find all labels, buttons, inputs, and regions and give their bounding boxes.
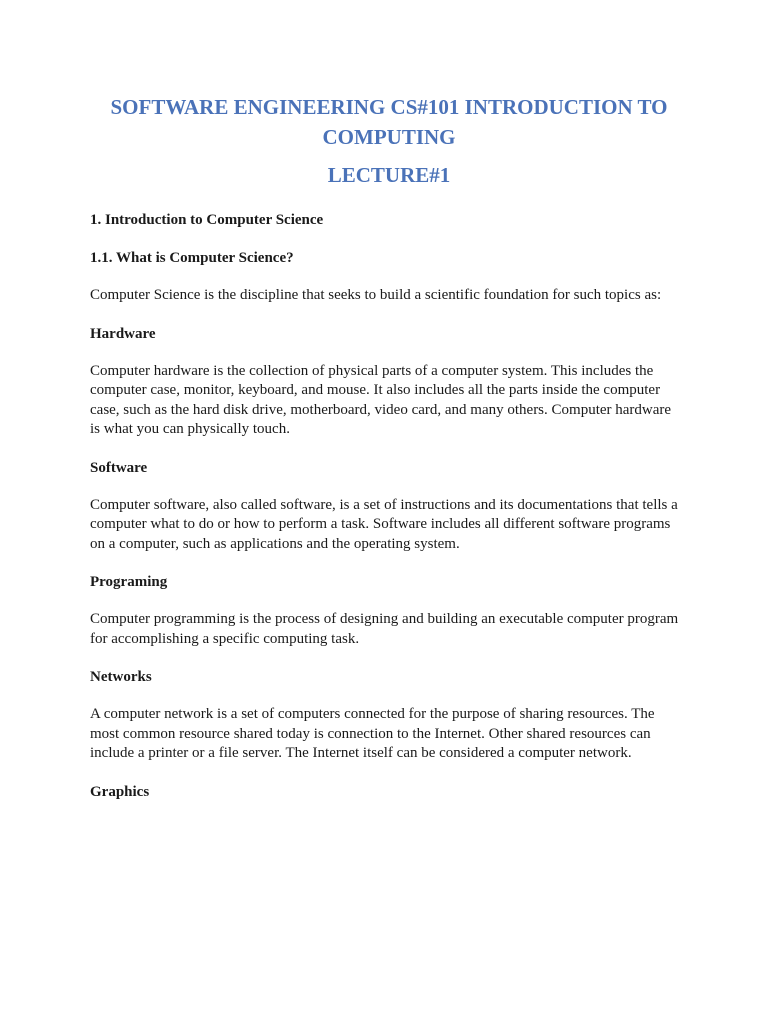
section-heading-graphics: Graphics <box>90 783 150 800</box>
section-body-software: Computer software, also called software, is a set of instructions and its documentations that tells a computer what to do or how to perform a task. Software includes all different software programs on a computer, such as applications and the operating system. <box>90 496 678 552</box>
section-heading-hardware: Hardware <box>90 325 156 342</box>
subsection-heading: 1.1. What is Computer Science? <box>90 250 294 266</box>
section-body-hardware: Computer hardware is the collection of physical parts of a computer system. This includes the computer case, monitor, keyboard, and mouse. It also includes all the parts inside the computer case, such as the hard disk drive, motherboard, video card, and many others. Computer hardware is what you can physically touch. <box>90 362 672 437</box>
section-body-networks: A computer network is a set of computers connected for the purpose of sharing resources. The most common resource shared today is connection to the Internet. Other shared resources can include a printer or a file server. The Internet itself can be considered a computer network. <box>90 706 655 761</box>
lecture-number: LECTURE#1 <box>327 163 451 187</box>
document-title: SOFTWARE ENGINEERING CS#101 INTRODUCTION TO COMPUTING <box>110 95 668 149</box>
section-body-programing: Computer programming is the process of designing and building an executable computer program for accomplishing a specific computing task. <box>90 611 679 647</box>
section-heading-networks: Networks <box>90 669 152 685</box>
section-heading-software: Software <box>90 459 148 476</box>
intro-heading: 1. Introduction to Computer Science <box>90 212 324 228</box>
section-heading-programing: Programing <box>90 574 168 590</box>
intro-paragraph: Computer Science is the discipline that seeks to build a scientific foundation for such topics as: <box>90 287 662 303</box>
